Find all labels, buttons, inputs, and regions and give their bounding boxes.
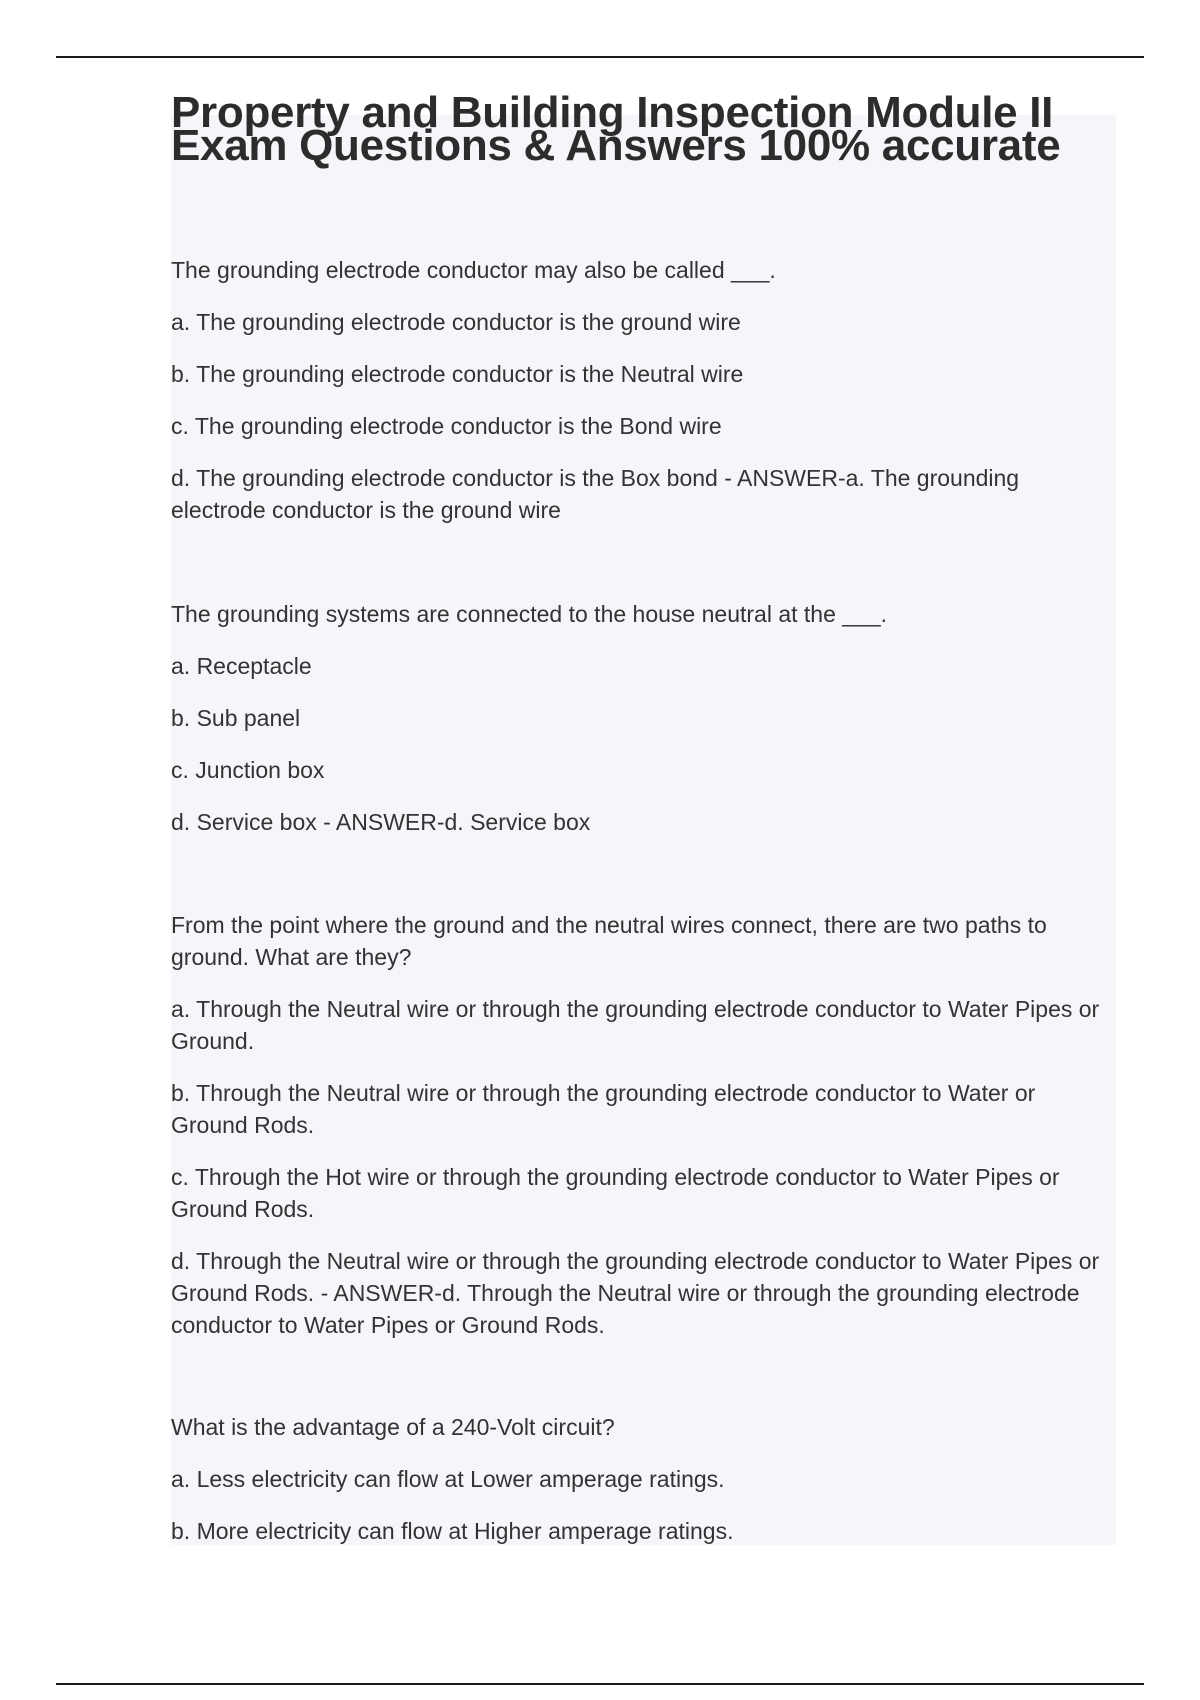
answer-option: c. Through the Hot wire or through the grounding electrode conductor to Water Pipes or Ground Rods. [171,1164,1060,1222]
answer-option: a. The grounding electrode conductor is the ground wire [171,309,741,335]
question-block [171,1411,1116,1547]
top-rule [56,56,1144,58]
question-text: The grounding systems are connected to the house neutral at the ___. [171,601,888,627]
answer-option: b. More electricity can flow at Higher amperage ratings. [171,1518,734,1544]
answer-option: d. Service box - ANSWER-d. Service box [171,809,591,835]
answer-option: c. The grounding electrode conductor is the Bond wire [171,413,722,439]
answer-option: a. Receptacle [171,653,312,679]
question-block [171,254,1116,526]
answer-option: d. The grounding electrode conductor is the Box bond - ANSWER-a. The grounding electrode conductor is the ground wire [171,465,1020,523]
question-text: The grounding electrode conductor may also be called ___. [171,257,776,283]
answer-option: b. The grounding electrode conductor is the Neutral wire [171,361,744,387]
question-text: From the point where the ground and the neutral wires connect, there are two paths to ground. What are they? [171,912,1047,970]
answer-option: b. Through the Neutral wire or through the grounding electrode conductor to Water or Ground Rods. [171,1080,1036,1138]
bottom-rule [56,1683,1144,1685]
answer-option: d. Through the Neutral wire or through the grounding electrode conductor to Water Pipes or Ground Rods. - ANSWER-d. Through the Neutral wire or through the grounding electrode conductor to Water Pipes or Ground Rods. [171,1248,1100,1338]
answer-option: a. Through the Neutral wire or through the grounding electrode conductor to Water Pipes or Ground. [171,996,1100,1054]
answer-option: a. Less electricity can flow at Lower amperage ratings. [171,1466,725,1492]
question-text: What is the advantage of a 240-Volt circuit? [171,1414,615,1440]
document-title: Property and Building Inspection Module II Exam Questions & Answers 100% accurate [171,88,1061,170]
answer-option: b. Sub panel [171,705,301,731]
answer-option: c. Junction box [171,757,325,783]
question-block [171,598,1116,838]
question-block [171,909,1116,1341]
